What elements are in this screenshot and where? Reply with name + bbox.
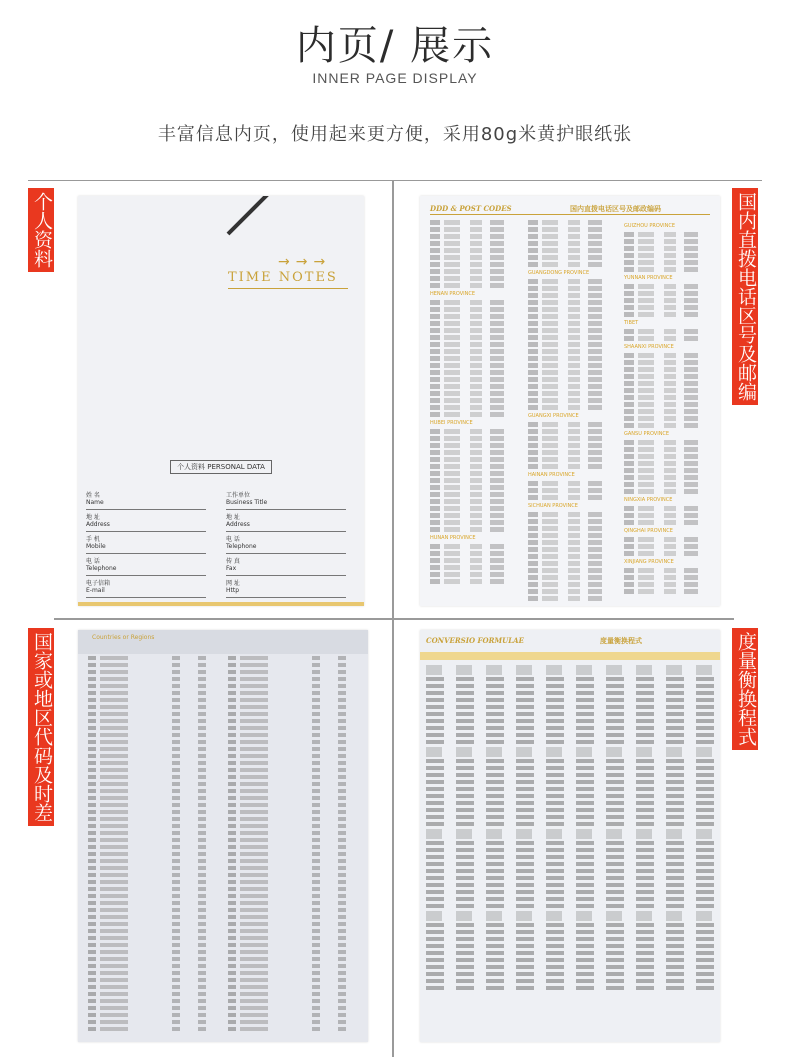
province-heading: GUANGDONG PROVINCE: [528, 270, 590, 276]
photo-post-codes-page: [420, 196, 720, 606]
pen-icon: [227, 196, 272, 235]
countries-column-1: [88, 656, 218, 1040]
codes-column-2: [528, 220, 618, 600]
province-heading: GANSU PROVINCE: [624, 431, 670, 437]
arrow-icons: →→→: [278, 254, 332, 270]
codes-column-1: [430, 220, 520, 600]
field-fax: 传 真 Fax: [226, 558, 346, 576]
field-address: 地 址 Address: [86, 514, 206, 532]
codes-title-cn: 国内直拨电话区号及邮政编码: [570, 205, 661, 213]
tag-personal-data: 个人资料: [28, 188, 54, 272]
tag-post-codes: 国内直拨电话区号及邮编: [732, 188, 758, 405]
brand-time-notes: TIME NOTES: [228, 270, 338, 285]
province-heading: NINGXIA PROVINCE: [624, 497, 673, 503]
province-heading: HUBEI PROVINCE: [430, 420, 473, 426]
province-heading: GUANGXI PROVINCE: [528, 413, 579, 419]
conversion-title-cn: 度量衡换程式: [600, 637, 642, 645]
field-telephone-2: 电 话 Telephone: [86, 558, 206, 576]
photo-country-codes-page: [78, 630, 368, 1042]
grid-divider-horizontal: [54, 618, 734, 620]
province-heading: SICHUAN PROVINCE: [528, 503, 578, 509]
page-subtitle: INNER PAGE DISPLAY: [312, 70, 478, 86]
province-heading: TIBET: [624, 320, 639, 326]
province-heading: HENAN PROVINCE: [430, 291, 476, 297]
province-heading: SHAANXI PROVINCE: [624, 344, 674, 350]
field-email: 电子信箱 E-mail: [86, 580, 206, 598]
photo-personal-data-page: [78, 196, 364, 606]
province-heading: YUNNAN PROVINCE: [624, 275, 673, 281]
field-mobile: 手 机 Mobile: [86, 536, 206, 554]
personal-data-box: 个人资料 PERSONAL DATA: [170, 460, 272, 474]
brand-underline: [228, 288, 348, 289]
countries-header-text: Countries or Regions: [92, 634, 155, 641]
province-heading: HAINAN PROVINCE: [528, 472, 575, 478]
page-title: 内页/ 展示: [295, 23, 495, 69]
province-heading: HUNAN PROVINCE: [430, 535, 476, 541]
codes-title-en: DDD & POST CODES: [430, 204, 512, 213]
conversion-title-en: CONVERSIO FORMULAE: [426, 636, 524, 645]
field-business-title: 工作单位 Business Title: [226, 492, 346, 510]
codes-title-rule: [430, 214, 710, 215]
field-name: 姓 名 Name: [86, 492, 206, 510]
countries-column-2: [228, 656, 358, 1040]
conversion-table: [426, 662, 714, 1038]
page-description: 丰富信息内页，使用起来更方便，采用80g米黄护眼纸张: [157, 124, 633, 145]
tag-conversion: 度量衡换程式: [732, 628, 758, 750]
province-heading: QINGHAI PROVINCE: [624, 528, 673, 534]
province-heading: XINJIANG PROVINCE: [624, 559, 674, 565]
tag-country-codes: 国家或地区代码及时差: [28, 628, 54, 826]
field-http: 网 址 Http: [226, 580, 346, 598]
field-telephone: 电 话 Telephone: [226, 536, 346, 554]
codes-column-3: [624, 220, 714, 600]
field-address-2: 地 址 Address: [226, 514, 346, 532]
province-heading: GUIZHOU PROVINCE: [624, 223, 676, 229]
photo-conversion-page: [420, 630, 720, 1042]
conversion-category-bar: [420, 652, 720, 660]
page-edge-bar: [78, 602, 364, 606]
